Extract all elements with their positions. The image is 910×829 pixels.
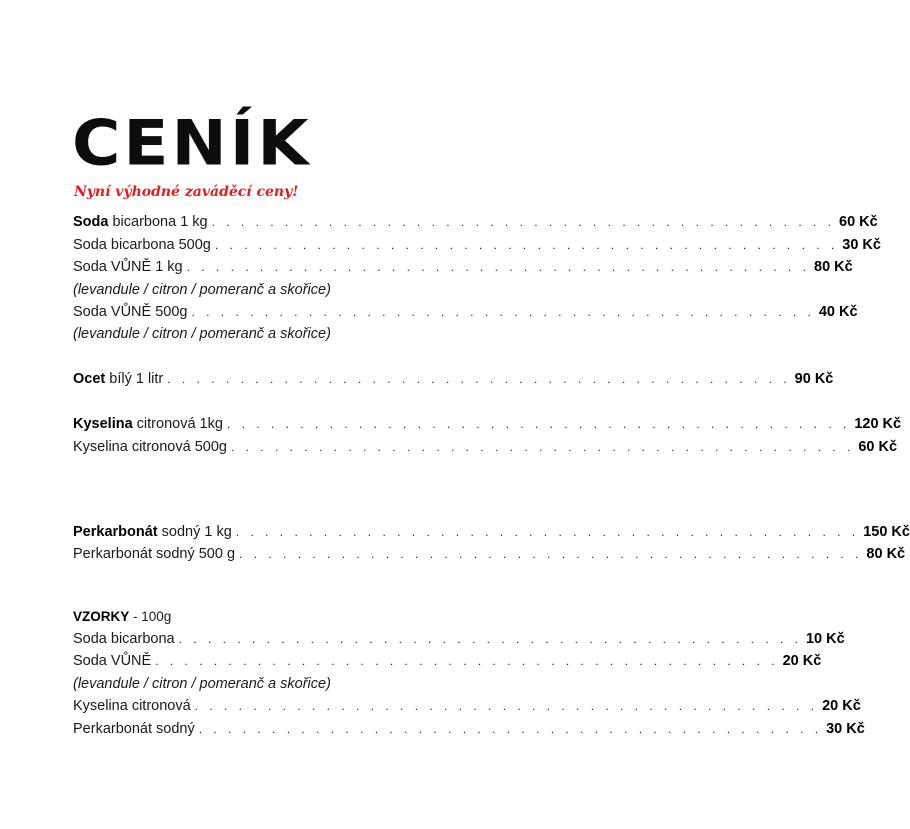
item-price: 30 Kč (842, 237, 881, 253)
item-price: 150 Kč (863, 524, 910, 540)
price-row-soda-500g (73, 234, 881, 256)
scent-note: (levandule / citron / pomeranč a skořice) (73, 326, 331, 342)
price-row-kyselina-500g (73, 436, 898, 458)
leader-dots: . . . . . . . . . . . . . . . . . . . . . . . . . . . . . . . . . . . . . . . . . . . (226, 417, 851, 431)
item-price: 90 Kč (794, 371, 834, 387)
price-row-perkarbonat-1kg (73, 521, 910, 543)
price-row-perkarbonat-500g (73, 543, 906, 565)
item-label: Perkarbonát sodný 1 kg (73, 524, 232, 540)
sample-row-kyselina (73, 695, 861, 717)
item-label: Perkarbonát sodný (73, 721, 195, 737)
item-label: Soda bicarbona (73, 631, 175, 647)
item-label: Kyselina citronová (73, 698, 191, 714)
item-price: 60 Kč (839, 214, 878, 230)
scent-note: (levandule / citron / pomeranč a skořice) (73, 282, 331, 298)
item-price: 120 Kč (854, 416, 902, 432)
item-price: 10 Kč (805, 631, 845, 647)
price-row-soda-vune-1kg (73, 256, 853, 278)
price-row-soda-vune-500g (73, 301, 858, 323)
item-label: Ocet bílý 1 litr (73, 371, 164, 387)
item-label: Kyselina citronová 1kg (73, 416, 223, 432)
item-price: 20 Kč (822, 698, 861, 714)
leader-dots: . . . . . . . . . . . . . . . . . . . . . . . . . . . . . . . . . . . . . . . . . . . (167, 372, 791, 386)
item-label: Soda VŮNĚ 1 kg (73, 259, 183, 275)
scent-note: (levandule / citron / pomeranč a skořice) (73, 676, 331, 692)
leader-dots: . . . . . . . . . . . . . . . . . . . . . . . . . . . . . . . . . . . . . . . . . . . (186, 260, 811, 274)
item-label: Soda bicarbona 500g (73, 237, 211, 253)
item-price: 40 Kč (818, 304, 858, 320)
item-price: 80 Kč (866, 546, 906, 562)
item-label: Kyselina citronová 500g (73, 439, 227, 455)
leader-dots: . . . . . . . . . . . . . . . . . . . . . . . . . . . . . . . . . . . . . . . . . . . (191, 305, 815, 319)
price-row-soda-1kg (73, 211, 878, 233)
item-label: Perkarbonát sodný 500 g (73, 546, 236, 562)
leader-dots: . . . . . . . . . . . . . . . . . . . . . . . . . . . . . . . . . . . . . . . . . . . (235, 525, 860, 539)
sample-row-perkarbonat (73, 718, 865, 740)
item-label: Soda VŮNĚ 500g (73, 304, 188, 320)
item-label: Soda bicarbona 1 kg (73, 214, 208, 230)
price-row-kyselina-1kg (73, 413, 902, 435)
leader-dots: . . . . . . . . . . . . . . . . . . . . . . . . . . . . . . . . . . . . . . . . . . . (239, 547, 863, 561)
sample-row-soda (73, 628, 845, 650)
item-price: 20 Kč (782, 653, 822, 669)
leader-dots: . . . . . . . . . . . . . . . . . . . . . . . . . . . . . . . . . . . . . . . . . . . (155, 654, 779, 668)
sample-row-soda-vune (73, 650, 822, 672)
price-row-ocet (73, 368, 834, 390)
leader-dots: . . . . . . . . . . . . . . . . . . . . . . . . . . . . . . . . . . . . . . . . . . . (194, 699, 819, 713)
item-label: Soda VŮNĚ (73, 653, 152, 669)
leader-dots: . . . . . . . . . . . . . . . . . . . . . . . . . . . . . . . . . . . . . . . . . . . (198, 722, 823, 736)
leader-dots: . . . . . . . . . . . . . . . . . . . . . . . . . . . . . . . . . . . . . . . . . . . (178, 632, 802, 646)
leader-dots: . . . . . . . . . . . . . . . . . . . . . . . . . . . . . . . . . . . . . . . . . . . (211, 215, 835, 229)
item-price: 60 Kč (858, 439, 898, 455)
price-list-title: CENÍK (72, 106, 312, 180)
leader-dots: . . . . . . . . . . . . . . . . . . . . . . . . . . . . . . . . . . . . . . . . . . . (214, 238, 839, 252)
samples-heading: VZORKY - 100g (73, 609, 172, 624)
promo-subtitle: Nyní výhodné zaváděcí ceny! (74, 184, 299, 200)
item-price: 30 Kč (826, 721, 865, 737)
leader-dots: . . . . . . . . . . . . . . . . . . . . . . . . . . . . . . . . . . . . . . . . . . . (230, 440, 855, 454)
item-price: 80 Kč (814, 259, 853, 275)
